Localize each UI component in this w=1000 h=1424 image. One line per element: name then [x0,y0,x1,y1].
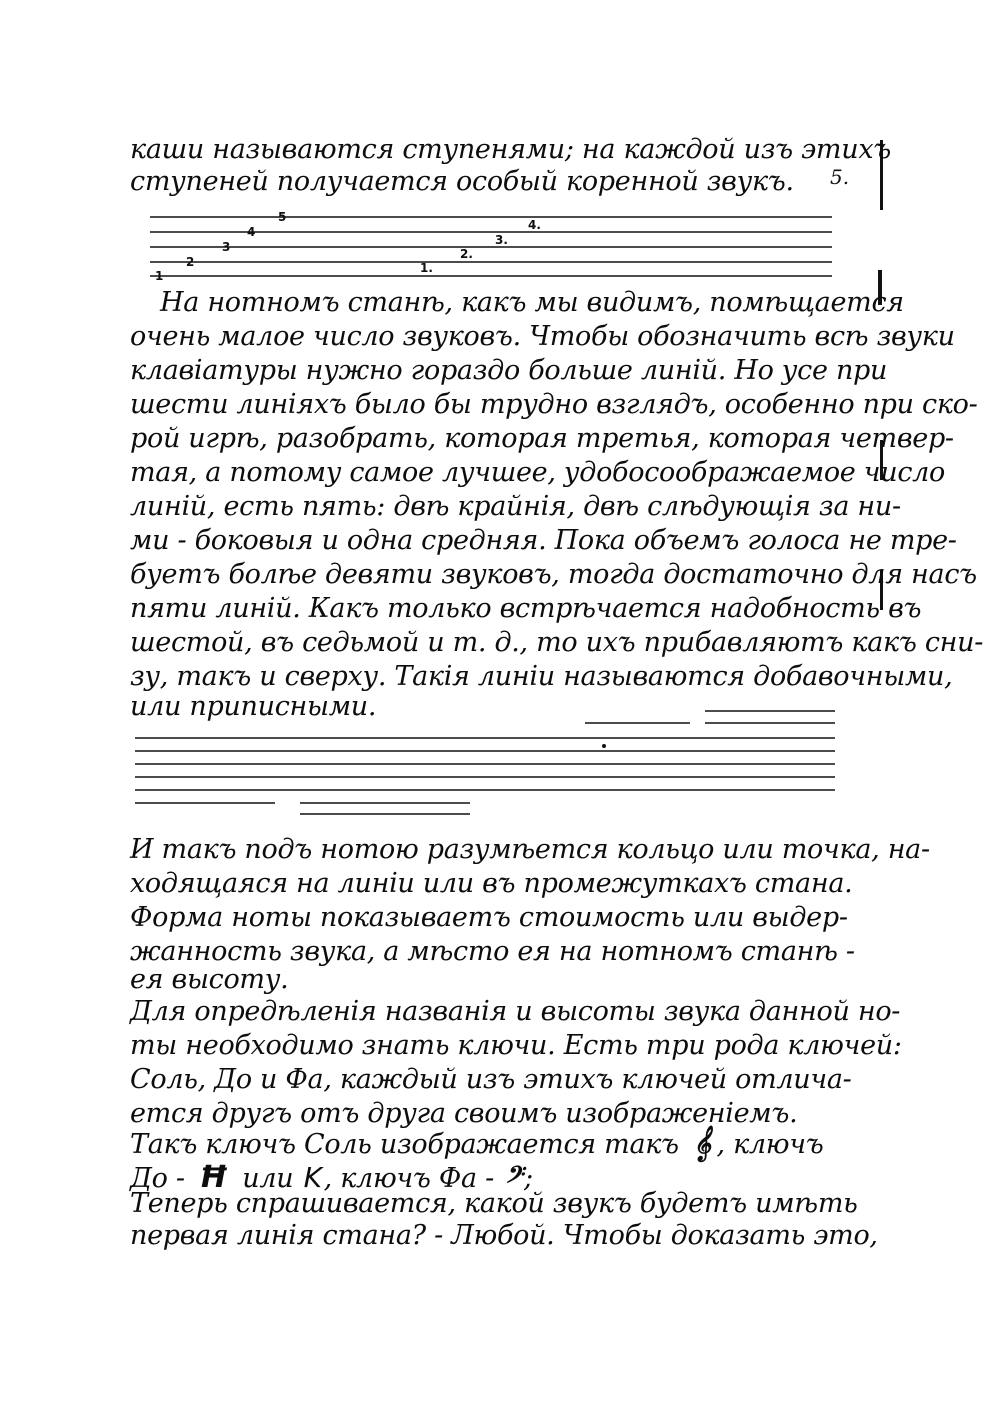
text-line: На нотномъ станѣ, какъ мы видимъ, помѣщается [160,287,904,318]
text-line: ходящаяся на линіи или въ промежуткахъ стана. [130,868,853,899]
staff-number: 4. [528,218,541,232]
tenor-clef-icon: K [303,1161,322,1194]
bass-clef-icon: 𝄢 [504,1161,522,1194]
text-line: Для опредѣленія названія и высоты звука данной но- [130,996,901,1027]
staff-number: 1. [420,261,433,275]
staff-number: 2 [186,255,195,269]
text-line: ступеней получается особый коренной звукъ. [130,166,794,197]
text-segment: ; [523,1163,533,1194]
text-line: рой игрѣ, разобрать, которая третья, которая четвер- [130,423,954,454]
staff-2 [135,711,835,814]
text-line: очень малое число звуковъ. Чтобы обозначить всѣ звуки [130,321,955,352]
text-line: Форма ноты показываетъ стоимость или выдер- [130,902,848,933]
text-line: линій, есть пять: двѣ крайнія, двѣ слѣдующія за ни- [130,491,901,522]
text-line: ея высоту. [130,964,289,995]
text-line: И такъ подъ нотою разумѣется кольцо или точка, на- [130,834,930,865]
text-line: жанность звука, а мѣсто ея на нотномъ станѣ - [130,936,855,967]
staff-number: 5 [278,210,287,224]
text-line: клавіатуры нужно гораздо больше линій. Но усе при [130,355,888,386]
staff-number: 1 [155,269,164,283]
text-line: ты необходимо знать ключи. Есть три рода ключей: [130,1030,902,1061]
text-line: Теперь спрашивается, какой звукъ будетъ имѣть [130,1188,858,1219]
page-number: 5. [830,165,850,189]
text-segment: , ключъ [716,1129,824,1160]
text-line: или приписными. [130,691,377,722]
note-dot [602,744,606,748]
staff-number: 3. [495,233,508,247]
text-segment: , ключъ Фа - [323,1163,494,1194]
staff-number: 2. [460,247,473,261]
alto-clef-icon: Ħ [199,1160,228,1195]
text-segment: Такъ ключъ Соль изображается такъ [130,1129,679,1160]
treble-clef-icon: 𝄞 [693,1126,711,1161]
staff-number: 4 [247,225,256,239]
text-line: ми - боковыя и одна средняя. Пока объемъ голоса не тре- [130,525,957,556]
text-line: ется другъ отъ друга своимъ изображеніемъ. [130,1098,798,1129]
text-line: пяти линій. Какъ только встрѣчается надобность въ [130,593,922,624]
text-line: тая, а потому самое лучшее, удобосоображаемое число [130,457,946,488]
text-segment: или [242,1163,294,1194]
text-line: шести линіяхъ было бы трудно взглядъ, особенно при ско- [130,389,978,420]
text-line: каши называются ступенями; на каждой изъ этихъ [130,134,891,165]
clef-line-sol [130,1127,823,1162]
text-line: первая линія стана? - Любой. Чтобы доказать это, [130,1220,878,1251]
text-line: зу, такъ и сверху. Такія линіи называются добавочными, [130,661,953,692]
text-line: буетъ болѣе девяти звуковъ, тогда достаточно для насъ [130,559,977,590]
staff-1 [150,210,832,283]
staff-number: 3 [222,240,231,254]
text-line: Соль, До и Фа, каждый изъ этихъ ключей отлича- [130,1064,852,1095]
text-line: шестой, въ седьмой и т. д., то ихъ прибавляютъ какъ сни- [130,627,984,658]
text-segment: До - [130,1163,185,1194]
